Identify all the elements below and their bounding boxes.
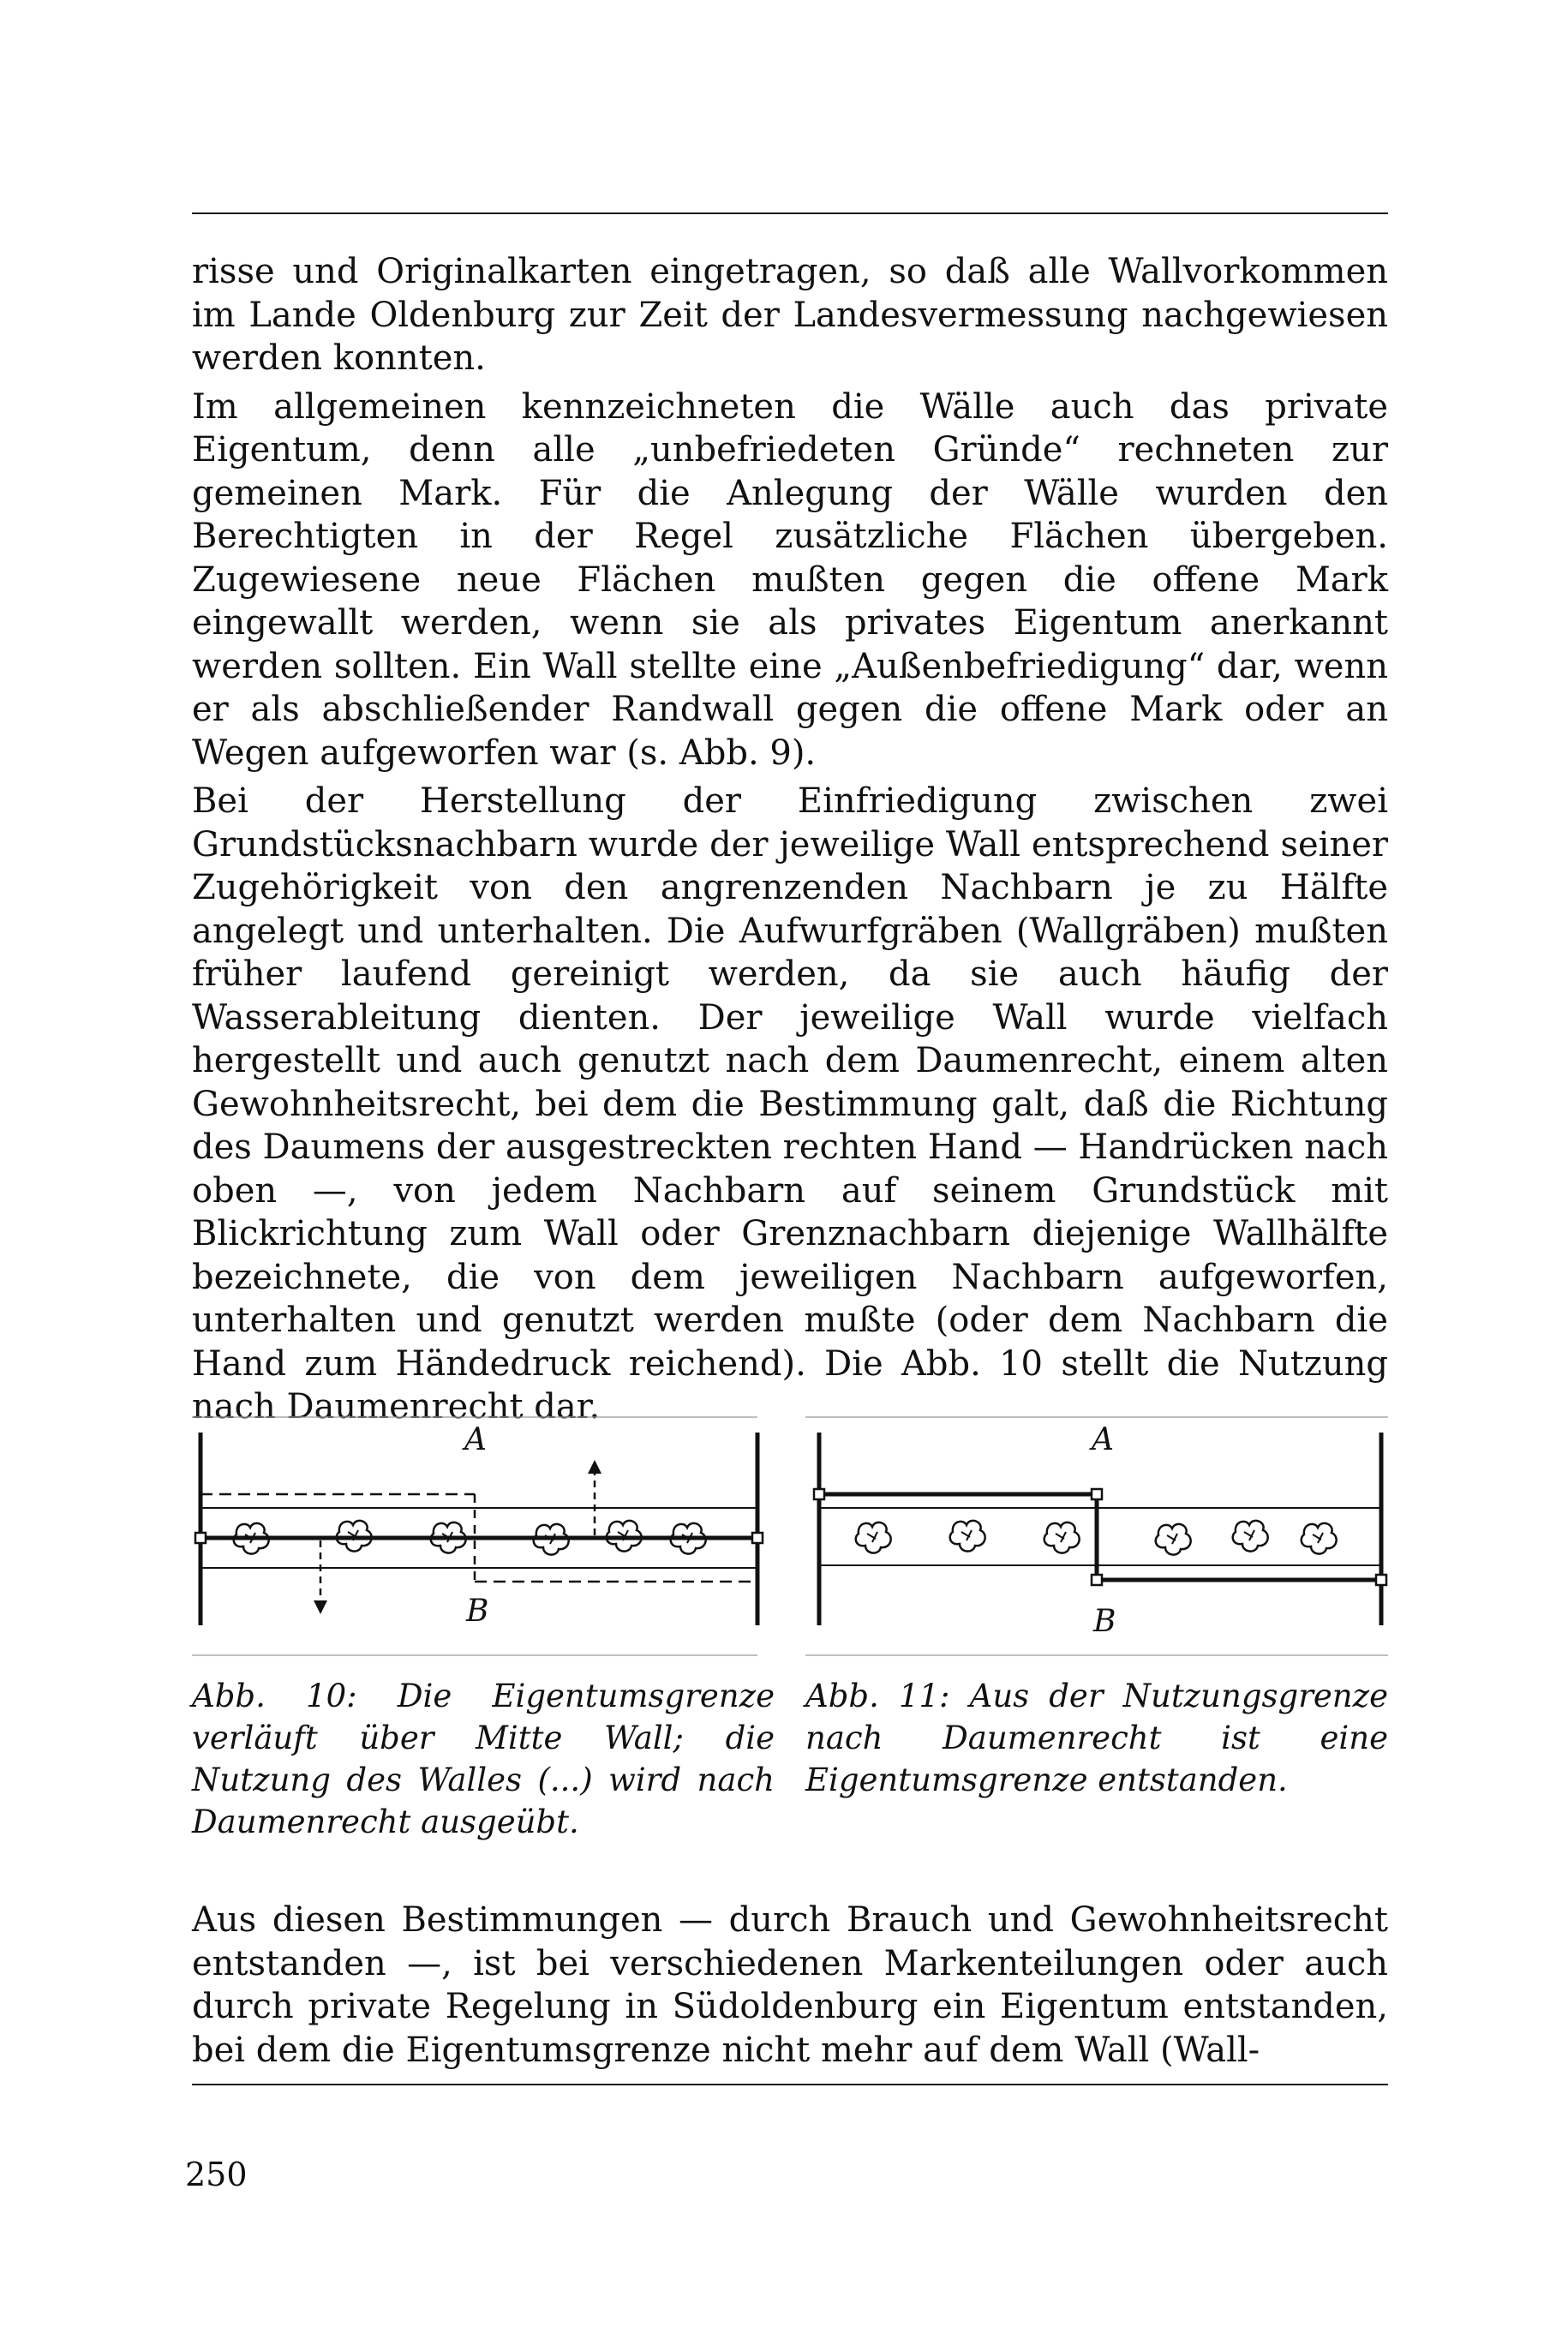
figure-label-a: A bbox=[1092, 1422, 1114, 1457]
figure-10-diagram bbox=[192, 1407, 775, 1664]
bottom-rule bbox=[192, 2084, 1388, 2085]
paragraph: Bei der Herstellung der Einfriedigung zwischen zwei Grundstücksnachbarn wurde der jeweilige Wall entsprechend seiner Zugehörigkeit von den angrenzenden Nachbarn je zu Hälfte angelegt und unterhalten. Die Aufwurfgräben (Wallgräben) mußten früher laufend gereinigt werden, da sie auch häufig der Wasserableitung dienten. Der jeweilige Wall wurde vielfach hergestellt und auch genutzt nach dem Daumenrecht, einem alten Gewohnheitsrecht, bei dem die Bestimmung galt, daß die Richtung des Daumens der ausgestreckten rechten Hand — Handrücken nach oben —, von jedem Nachbarn auf seinem Grundstück mit Blickrichtung zum Wall oder Grenznachbarn diejenige Wallhälfte bezeichnete, die von dem jeweiligen Nachbarn aufgeworfen, unterhalten und genutzt werden mußte (oder dem Nachbarn die Hand zum Händedruck reichend). Die Abb. 10 stellt die Nutzung nach Daumenrecht dar. bbox=[192, 781, 1388, 1427]
figure-label-a: A bbox=[464, 1422, 487, 1457]
paragraph: Im allgemeinen kennzeichneten die Wälle auch das private Eigentum, denn alle „unbefriedeten Gründe“ rechneten zur gemeinen Mark. Für die Anlegung der Wälle wurden den Berechtigten in der Regel zusätzliche Flächen übergeben. Zugewiesene neue Flächen mußten gegen die offene Mark eingewallt werden, wenn sie als privates Eigentum anerkannt werden sollten. Ein Wall stellte eine „Außenbefriedigung“ dar, wenn er als abschließender Randwall gegen die offene Mark oder an Wegen aufgeworfen war (s. Abb. 9). bbox=[192, 386, 1388, 773]
page-number: 250 bbox=[185, 2156, 248, 2193]
figure-10-caption: Abb. 10: Die Eigentumsgrenze verläuft über Mitte Wall; die Nutzung des Walles (...) wird nach Daumenrecht ausgeübt. bbox=[192, 1678, 775, 1840]
top-rule bbox=[192, 212, 1388, 214]
closing-text bbox=[192, 1899, 1388, 2077]
paragraph: risse und Originalkarten eingetragen, so daß alle Wallvorkommen im Lande Oldenburg zur Zeit der Landesvermessung nachgewiesen werden konnten. bbox=[192, 252, 1388, 378]
main-text bbox=[192, 250, 1388, 1434]
figure-label-b: B bbox=[466, 1594, 489, 1629]
figure-11-diagram bbox=[805, 1407, 1388, 1664]
figure-11-caption: Abb. 11: Aus der Nutzungsgrenze nach Daumenrecht ist eine Eigentumsgrenze entstanden. bbox=[805, 1678, 1388, 1798]
figure-label-b: B bbox=[1093, 1604, 1116, 1639]
paragraph: Aus diesen Bestimmungen — durch Brauch und Gewohnheitsrecht entstanden —, ist bei verschiedenen Markenteilungen oder auch durch private Regelung in Südoldenburg ein Eigentum entstanden, bei dem die Eigentumsgrenze nicht mehr auf dem Wall (Wall- bbox=[192, 1900, 1388, 2070]
